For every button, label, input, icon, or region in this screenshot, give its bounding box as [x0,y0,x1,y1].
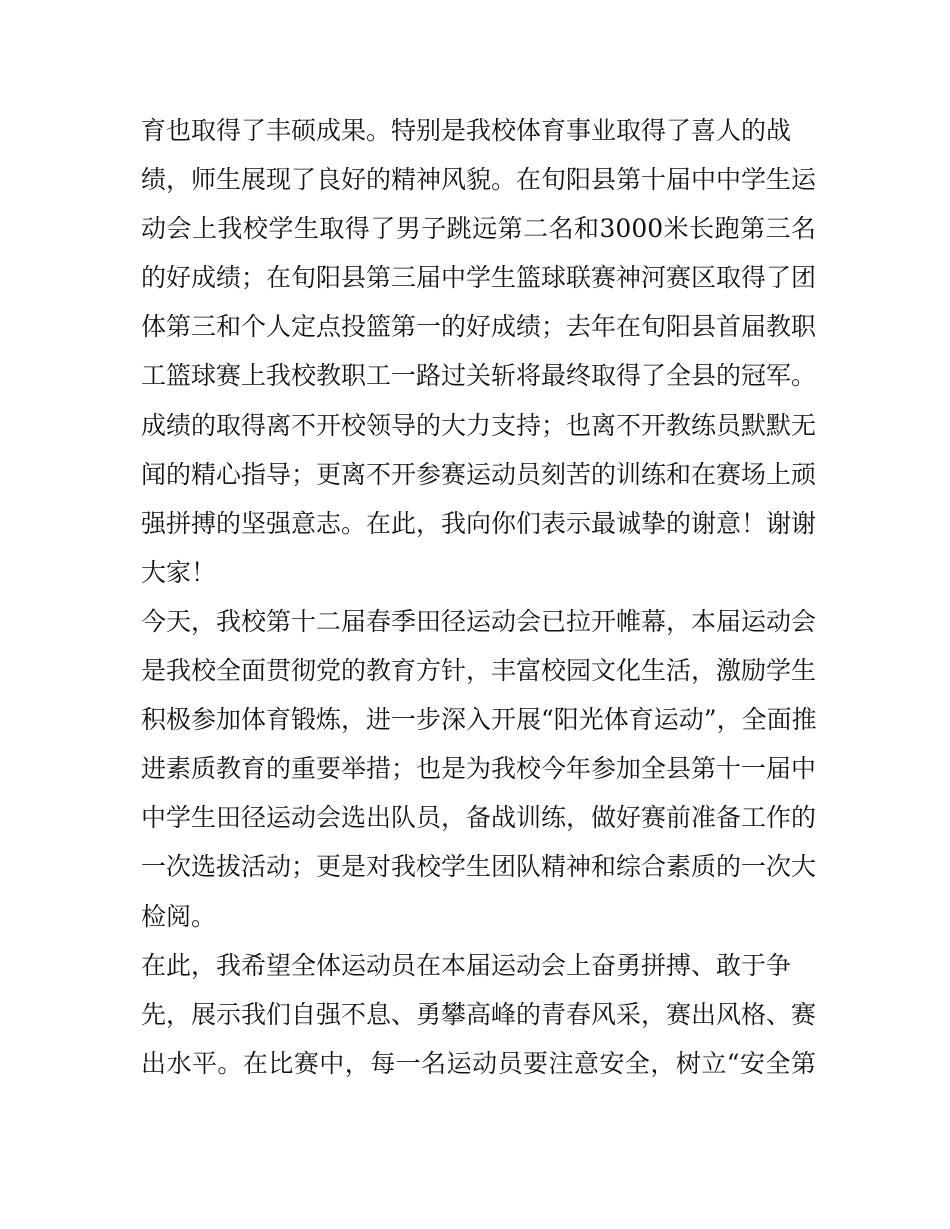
document-body [141,106,816,1088]
text-line-4: 的好成绩；在旬阳县第三届中学生篮球联赛神河赛区取得了团 [141,263,817,293]
text-line-11: 今天，我校第十二届春季田径运动会已拉开帷幕，本届运动会 [141,606,817,636]
text-line-14: 进素质教育的重要举措；也是为我校今年参加全县第十一届中 [141,754,817,784]
text-line-1: 育也取得了丰硕成果。特别是我校体育事业取得了喜人的战 [141,116,792,145]
text-line-6: 工篮球赛上我校教职工一路过关斩将最终取得了全县的冠军。 [141,361,817,391]
text-line-13: 积极参加体育锻炼，进一步深入开展“阳光体育运动”，全面推 [141,705,817,735]
text-line-18: 在此，我希望全体运动员在本届运动会上奋勇拼搏、敢于争 [141,950,792,980]
text-line-9: 强拼搏的坚强意志。在此，我向你们表示最诚挚的谢意！谢谢 [141,508,817,538]
text-line-17: 检阅。 [141,901,217,931]
text-line-2: 绩，师生展现了良好的精神风貌。在旬阳县第十届中中学生运 [141,165,817,195]
text-line-10: 大家！ [141,557,217,587]
text-line-7: 成绩的取得离不开校领导的大力支持；也离不开教练员默默无 [141,410,817,440]
text-line-5: 体第三和个人定点投篮第一的好成绩；去年在旬阳县首届教职 [141,312,817,342]
text-line-12: 是我校全面贯彻党的教育方针，丰富校园文化生活，激励学生 [141,656,817,686]
text-line-15: 中学生田径运动会选出队员，备战训练，做好赛前准备工作的 [141,803,817,833]
text-line-3: 动会上我校学生取得了男子跳远第二名和3000米长跑第三名 [141,214,816,244]
text-line-8: 闻的精心指导；更离不开参赛运动员刻苦的训练和在赛场上顽 [141,459,817,489]
text-line-19: 先，展示我们自强不息、勇攀高峰的青春风采，赛出风格、赛 [141,999,817,1029]
text-line-20: 出水平。在比赛中，每一名运动员要注意安全，树立“安全第 [141,1048,816,1078]
text-line-16: 一次选拔活动；更是对我校学生团队精神和综合素质的一次大 [141,852,817,882]
